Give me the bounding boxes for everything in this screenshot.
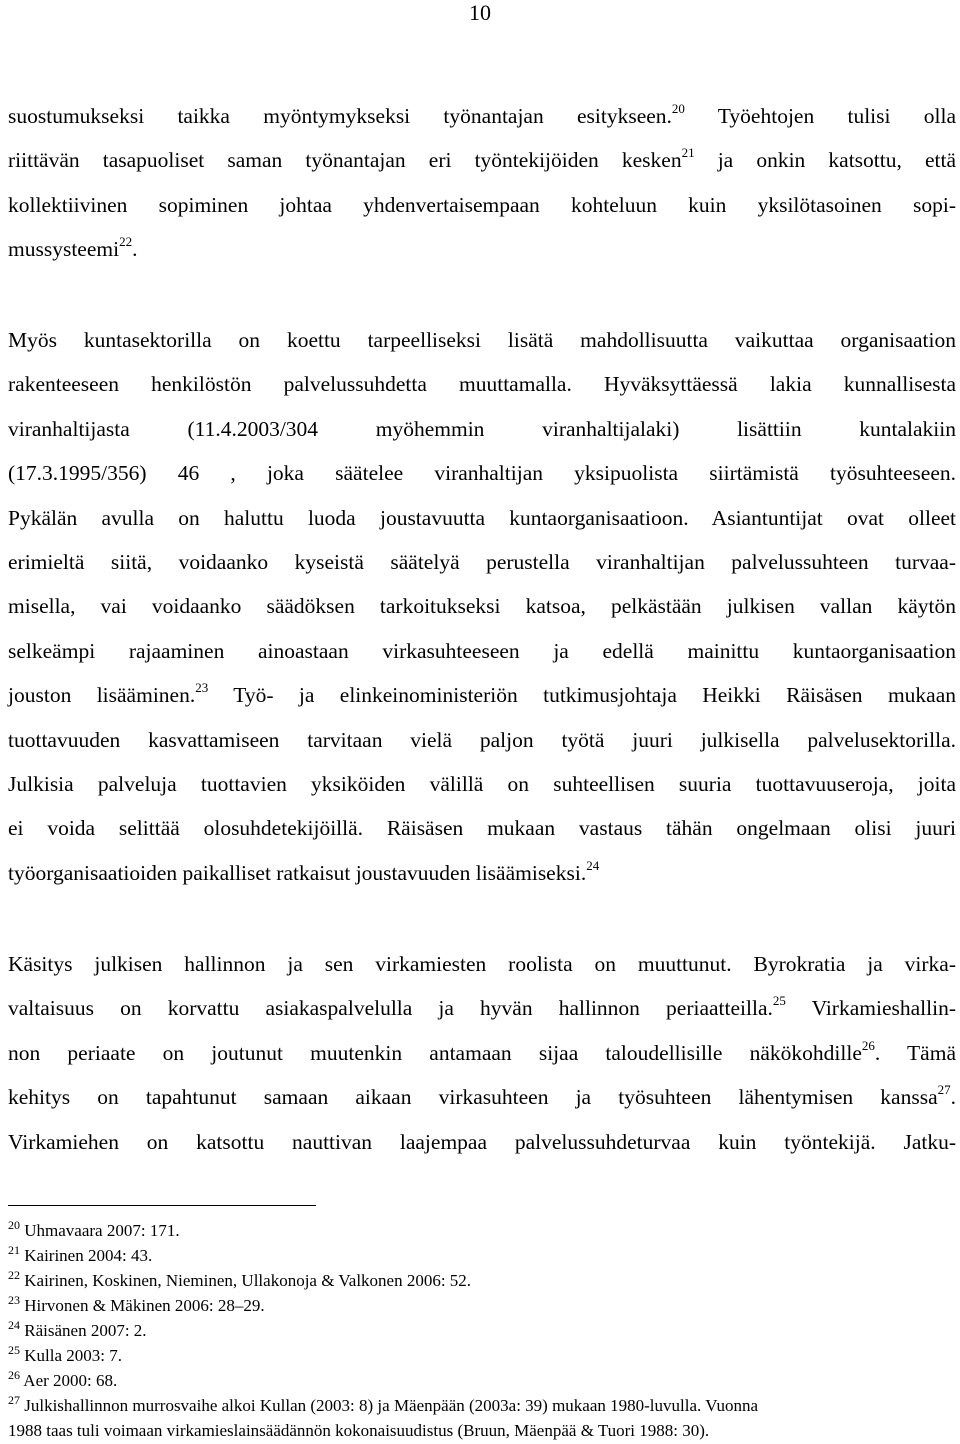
- text-line: riittävän tasapuoliset saman työnantajan eri työntekijöiden kesken$^{21}$ ja onkin katsottu, että: [8, 145, 956, 173]
- text-line: työorganisaatioiden paikalliset ratkaisut joustavuuden lisäämiseksi.$^{24}$: [8, 857, 600, 885]
- paragraph-1: [8, 94, 956, 272]
- text-line: kollektiivinen sopiminen johtaa yhdenvertaisempaan kohteluun kuin yksilötasoinen sopi-: [8, 192, 956, 217]
- footnote-ref[interactable]: 27: [937, 1082, 951, 1098]
- footnote-ref[interactable]: 23: [195, 680, 209, 696]
- text-line: tuottavuuden kasvattamiseen tarvitaan vielä paljon työtä juuri julkisella palvelusektorilla.: [8, 727, 956, 752]
- footnote-25: $^{25}$ Kulla 2003: 7.: [8, 1343, 122, 1365]
- text-line: Julkisia palveluja tuottavien yksiköiden välillä on suhteellisen suuria tuottavuuseroja, joita: [8, 771, 956, 796]
- footnote-22: $^{22}$ Kairinen, Koskinen, Nieminen, Ullakonoja & Valkonen 2006: 52.: [8, 1268, 472, 1290]
- text-line: Myös kuntasektorilla on koettu tarpeelliseksi lisätä mahdollisuutta vaikuttaa organisaation: [8, 328, 956, 352]
- footnote-ref[interactable]: 25: [772, 993, 786, 1009]
- text-line: suostumukseksi taikka myöntymykseksi työnantajan esitykseen.$^{20}$ Työehtojen tulisi olla: [8, 101, 956, 128]
- page-number: 10: [469, 0, 491, 25]
- footnote-23: $^{23}$ Hirvonen & Mäkinen 2006: 28–29.: [8, 1293, 265, 1315]
- text-line: valtaisuus on korvattu asiakaspalvelulla ja hyvän hallinnon periaatteilla.$^{25}$ Virkamieshallin-: [8, 993, 956, 1021]
- text-line: non periaate on joutunut muutenkin antamaan sijaa taloudellisille näkökohdille$^{26}$. Tämä: [8, 1037, 956, 1065]
- text-line: erimieltä siitä, voidaanko kyseistä säätelyä perustella viranhaltijan palvelussuhteen turvaa-: [8, 549, 956, 574]
- footnote-ref[interactable]: 21: [681, 145, 695, 161]
- footnote-ref[interactable]: 20: [671, 101, 685, 116]
- footnote-21: $^{21}$ Kairinen 2004: 43.: [8, 1243, 153, 1265]
- footnotes: [8, 1218, 956, 1443]
- text-line: (17.3.1995/356) 46 , joka säätelee viranhaltijan yksipuolista siirtämistä työsuhteeseen.: [8, 461, 956, 486]
- footnote-20: $^{20}$ Uhmavaara 2007: 171.: [8, 1218, 180, 1240]
- text-line: viranhaltijasta (11.4.2003/304 myöhemmin viranhaltijalaki) lisättiin kuntalakiin: [8, 416, 956, 441]
- footnote-ref[interactable]: 26: [861, 1037, 875, 1053]
- text-line: ei voida selittää olosuhdetekijöillä. Räisäsen mukaan vastaus tähän ongelmaan olisi juuri: [8, 816, 956, 841]
- footnote-26: $^{26}$ Aer 2000: 68.: [8, 1368, 118, 1390]
- text-line: rakenteeseen henkilöstön palvelussuhdetta muuttamalla. Hyväksyttäessä lakia kunnallisesta: [8, 372, 956, 397]
- text-line: selkeämpi rajaaminen ainoastaan virkasuhteeseen ja edellä mainittu kuntaorganisaation: [8, 638, 956, 663]
- text-line: jouston lisääminen.$^{23}$ Työ- ja elinkeinoministeriön tutkimusjohtaja Heikki Räisäsen mukaan: [8, 680, 956, 708]
- text-line: kehitys on tapahtunut samaan aikaan virkasuhteen ja työsuhteen lähentymisen kanssa$^{27}$.: [8, 1082, 956, 1110]
- paragraph-2: [8, 318, 956, 895]
- text-line: Pykälän avulla on haluttu luoda joustavuutta kuntaorganisaatioon. Asiantuntijat ovat olleet: [8, 505, 956, 530]
- footnote-27-continued: 1988 taas tuli voimaan virkamieslainsäädännön kokonaisuudistus (Bruun, Mäenpää & Tuori 1988: 30).: [8, 1421, 710, 1440]
- footnote-ref[interactable]: 22: [119, 234, 133, 250]
- text-line: mussysteemi$^{22}$.: [8, 234, 138, 262]
- footnote-ref[interactable]: 24: [586, 857, 600, 873]
- text-line: Käsitys julkisen hallinnon ja sen virkamiesten roolista on muuttunut. Byrokratia ja virka-: [8, 952, 956, 976]
- footnote-separator: [8, 1205, 316, 1206]
- text-line: Virkamiehen on katsottu nauttivan laajempaa palvelussuhdeturvaa kuin työntekijä. Jatku-: [8, 1129, 956, 1154]
- footnote-27: $^{27}$ Julkishallinnon murrosvaihe alkoi Kullan (2003: 8) ja Mäenpään (2003a: 39) mukaan 1980-luvulla. Vuonna: [8, 1393, 759, 1415]
- text-line: misella, vai voidaanko säädöksen tarkoitukseksi katsoa, pelkästään julkisen vallan käytön: [8, 594, 956, 619]
- footnote-24: $^{24}$ Räisänen 2007: 2.: [8, 1318, 147, 1340]
- paragraph-3: [8, 942, 956, 1164]
